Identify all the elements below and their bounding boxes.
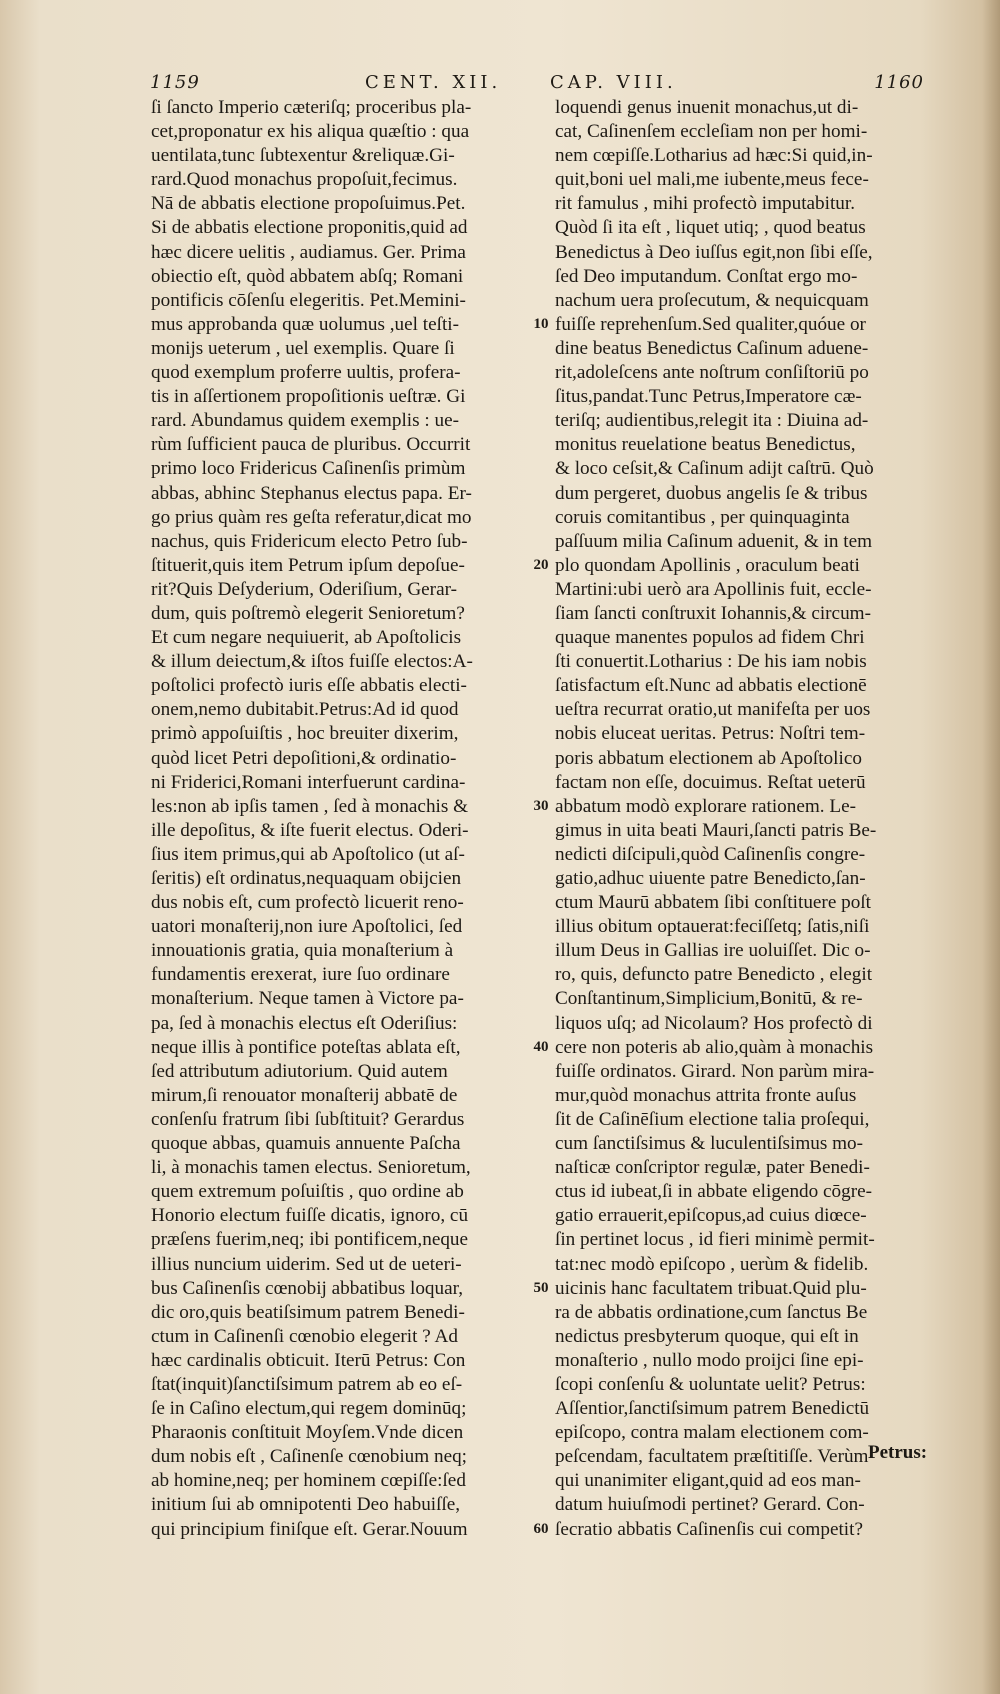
text-line: ſed attributum adiutorium. Quid autem [151,1060,448,1082]
text-line: rùm ſufficient pauca de pluribus. Occurrit [151,434,471,456]
text-line: tat:nec modò epiſcopo , uerùm & fidelib. [555,1253,869,1275]
text-line: rit famulus , mihi profectò imputabitur. [555,193,856,215]
text-line: cere non poteris ab alio,quàm à monachis [555,1036,874,1058]
text-line: epiſcopo, contra malam electionem com- [555,1422,869,1444]
text-line: ſeritis) eſt ordinatus,nequaquam obijcien [151,868,462,889]
text-line: nedictus presbyterum quoque, qui eſt in [555,1325,859,1347]
text-line: dum, quis poſtremò elegerit Senioretum? [151,602,465,624]
text-line: quit,boni uel mali,me iubente,meus fece- [555,169,869,191]
text-line: neque illis à pontifice poteſtas ablata eſt, [151,1036,461,1058]
text-line: ſius item primus,qui ab Apoſtolico (ut aſ- [151,843,465,865]
text-line: ni Friderici,Romani interfuerunt cardina- [151,771,466,793]
text-line: rit,adoleſcens ante noſtrum conſiſtoriū po [555,362,869,384]
text-line: bus Caſinenſis cœnobij abbatibus loquar, [151,1277,464,1299]
text-line: ſtat(inquit)ſanctiſsimum patrem ab eo eſ- [151,1373,463,1395]
text-line: naſticæ conſcriptor regulæ, pater Benedi- [555,1157,870,1179]
text-line: illius nuncium uiderim. Sed ut de ueteri- [151,1253,462,1275]
text-line: gatio errauerit,epiſcopus,ad cuius diœce- [555,1205,867,1227]
page-number-right: 1160 [874,72,924,93]
text-line: li, à monachis tamen electus. Senioretum, [151,1157,471,1179]
text-line: ro, quis, defuncto patre Benedicto , elegit [555,964,873,986]
text-line: les:non ab ipſis tamen , ſed à monachis & [151,795,469,817]
text-line: ra de abbatis ordinatione,cum ſanctus Be [555,1301,868,1323]
line-number: 20 [533,556,549,573]
text-line: ſed Deo imputandum. Conſtat ergo mo- [555,265,858,287]
text-line: liquos uſq; ad Nicolaum? Hos profectò di [555,1012,873,1034]
line-number: 60 [533,1520,549,1537]
text-line: paſſuum milia Caſinum aduenit, & in tem [555,530,873,552]
text-line: ſti conuertit.Lotharius : De his iam nobis [555,651,867,673]
text-line: Conſtantinum,Simplicium,Bonitū, & re- [555,988,863,1010]
text-line: nedicti diſcipuli,quòd Caſinenſis congre- [555,843,866,865]
text-line: dine beatus Benedictus Caſinum aduene- [555,337,869,359]
text-line: hæc dicere uelitis , audiamus. Ger. Prima [151,241,466,263]
text-line: mirum,ſi renouator monaſterij abbatē de [151,1084,458,1106]
text-line: Aſſentior,ſanctiſsimum patrem Benedictū [555,1398,870,1420]
text-line: qui principium finiſque eſt. Gerar.Nouum [151,1518,468,1540]
text-line: loquendi genus inuenit monachus,ut di- [555,97,859,118]
text-line: rard.Quod monachus propoſuit,fecimus. [151,169,458,191]
text-line: & illum deiectum,& iſtos fuiſſe electos:A- [151,651,473,673]
text-line: mur,quòd monachus attrita fronte auſus [555,1084,857,1106]
text-line: hæc cardinalis obticuit. Iterū Petrus: Con [151,1349,466,1371]
text-line: ſiam ſancti conſtruxit Iohannis,& circum- [555,602,871,624]
text-line: datum huiuſmodi pertinet? Gerard. Con- [555,1494,865,1516]
text-line: go prius quàm res geſta referatur,dicat mo [151,506,472,528]
text-line: monaſterio , nullo modo proijci ſine epi- [555,1349,864,1371]
text-line: illum Deus in Gallias ire uoluiſſet. Dic o- [555,940,871,962]
text-line: ſtituerit,quis item Petrum ipſum depoſue- [151,554,465,576]
text-line: ctum Maurū abbatem ſibi conſtituere poſt [555,892,871,914]
text-line: uentilata,tunc ſubtexentur &reliquæ.Gi- [151,145,455,167]
text-line: initium ſui ab omnipotenti Deo habuiſſe, [151,1494,461,1516]
text-column-left [151,96,523,1542]
text-line: primo loco Fridericus Caſinenſis primùm [151,458,466,480]
text-line: cet,proponatur ex his aliqua quæſtio : qua [151,121,470,143]
text-line: primò appoſuiſtis , hoc breuiter dixerim, [151,723,459,745]
text-line: Quòd ſi ita eſt , liquet utiq; , quod beatus [555,217,866,239]
text-line: ſecratio abbatis Caſinenſis cui competit? [555,1518,863,1540]
text-line: monaſterium. Neque tamen à Victore pa- [151,988,464,1010]
line-number: 50 [533,1279,549,1296]
text-line: ctus id iubeat,ſi in abbate eligendo cōgre- [555,1181,873,1203]
text-line: ſi ſancto Imperio cæteriſq; proceribus pla- [151,97,472,118]
text-line: peſcendam, facultatem præſtitiſſe. Verùm [555,1446,869,1468]
line-number: 10 [533,315,549,332]
text-line: Martini:ubi uerò ara Apollinis fuit, eccle- [555,578,872,600]
text-line: ſcopi conſenſu & uoluntate uelit? Petrus: [555,1373,866,1395]
text-line: Benedictus à Deo iuſſus egit,non ſibi eſſe, [555,241,873,263]
text-line: quòd licet Petri depoſitioni,& ordinatio- [151,747,457,769]
text-line: ſe in Caſino electum,qui regem dominūq; [151,1398,467,1420]
text-line: coruis comitantibus , per quinquaginta [555,506,850,528]
text-line: onem,nemo dubitabit.Petrus:Ad id quod [151,699,459,721]
text-line: Si de abbatis electione proponitis,quid ad [151,217,468,239]
text-line: & loco ceſsit,& Caſinum adijt caſtrū. Quò [555,458,874,480]
text-line: factam non eſſe, docuimus. Reſtat ueterū [555,771,866,793]
text-line: ſitus,pandat.Tunc Petrus,Imperatore cæ- [555,386,862,408]
text-line: tis in aſſertionem propoſitionis ueſtræ. Gi [151,386,466,408]
line-number: 30 [533,797,549,814]
catchword: Petrus: [868,1442,928,1463]
text-line: uatori monaſterij,non iure Apoſtolici, ſed [151,916,463,938]
text-line: rit?Quis Deſyderium, Oderiſium, Gerar- [151,578,457,600]
text-line: cat, Caſinenſem eccleſiam non per homi- [555,121,868,143]
text-line: rard. Abundamus quidem exemplis : ue- [151,410,460,432]
text-line: abbatum modò explorare rationem. Le- [555,795,857,817]
text-line: nem cœpiſſe.Lotharius ad hæc:Si quid,in- [555,145,873,167]
text-line: cum ſanctiſsimus & luculentiſsimus mo- [555,1133,864,1155]
text-line: fundamentis erexerat, iure ſuo ordinare [151,964,450,986]
text-line: pontificis cōſenſu elegeritis. Pet.Memini- [151,289,466,311]
page-edge-shadow [982,0,1000,1694]
text-line: monitus reuelatione beatus Benedictus, [555,434,856,456]
text-line: qui unanimiter eligant,quid ad eos man- [555,1470,861,1492]
line-number: 40 [533,1038,549,1055]
text-line: fuiſſe ordinatos. Girard. Non parùm mira- [555,1060,875,1082]
text-line: teriſq; audientibus,relegit ita : Diuina ad- [555,410,869,432]
text-line: nobis eluceat ueritas. Petrus: Noſtri tem- [555,723,866,745]
text-line: nachus, quis Fridericum electo Petro ſub- [151,530,468,552]
text-line: obiectio eſt, quòd abbatem abſq; Romani [151,265,464,287]
text-line: mus approbanda quæ uolumus ,uel teſti- [151,313,460,335]
text-line: quod exemplum proferre uultis, profera- [151,362,461,384]
text-line: ctum in Caſinenſi cœnobio elegerit ? Ad [151,1325,458,1347]
text-line: Et cum negare nequiuerit, ab Apoſtolicis [151,627,462,649]
text-line: ſit de Caſinēſium electione talia proſequi, [555,1108,870,1130]
text-line: poſtolici profectò iuris eſſe abbatis electi- [151,675,467,697]
text-line: innouationis gratia, quia monaſterium à [151,940,454,962]
text-line: dus nobis eſt, cum profectò licuerit reno- [151,892,464,914]
text-line: fuiſſe reprehenſum.Sed qualiter,quóue or [555,313,866,335]
text-line: ſatisfactum eſt.Nunc ad abbatis electionē [555,675,867,697]
text-line: dum nobis eſt , Caſinenſe cœnobium neq; [151,1446,468,1468]
text-line: gimus in uita beati Mauri,ſancti patris Be- [555,819,877,841]
text-line: dic oro,quis beatiſsimum patrem Benedi- [151,1301,465,1323]
text-line: Nā de abbatis electione propoſuimus.Pet. [151,193,466,215]
text-line: Honorio electum fuiſſe dicatis, ignoro, cū [151,1205,469,1227]
text-line: ſin pertinet locus , id fieri minimè permit- [555,1229,875,1251]
page-number-left: 1159 [150,72,200,93]
text-line: poris abbatum electionem ab Apoſtolico [555,747,862,769]
text-line: conſenſu fratrum ſibi ſubſtituit? Gerardus [151,1108,465,1130]
text-line: nachum uera proſecutum, & nequicquam [555,289,869,311]
text-line: illius obitum optauerat:feciſſetq; ſatis,niſi [555,916,870,938]
text-line: quem extremum poſuiſtis , quo ordine ab [151,1181,464,1203]
text-line: Pharaonis conſtituit Moyſem.Vnde dicen [151,1422,464,1444]
text-line: pa, ſed à monachis electus eſt Oderiſius: [151,1012,458,1034]
text-line: quoque abbas, quamuis annuente Paſcha [151,1133,461,1155]
text-line: quaque manentes populos ad fidem Chri [555,627,865,649]
text-line: ueſtra recurrat oratio,ut manifeſta per uos [555,699,871,721]
text-line: dum pergeret, duobus angelis ſe & tribus [555,482,868,504]
header-chapter: CAP. VIII. [550,72,677,93]
text-line: præſens fuerim,neq; ibi pontificem,neque [151,1229,469,1251]
text-line: ab homine,neq; per hominem cœpiſſe:ſed [151,1470,466,1492]
header-century: CENT. XII. [365,72,502,93]
text-column-right [555,96,929,1542]
text-line: ille depoſitus, & iſte fuerit electus. Oderi- [151,819,469,841]
text-line: monijs ueterum , uel exemplis. Quare ſi [151,337,455,359]
text-line: plo quondam Apollinis , oraculum beati [555,554,860,576]
text-line: gatio,adhuc uiuente patre Benedicto,ſan- [555,868,866,889]
text-line: uicinis hanc facultatem tribuat.Quid plu- [555,1277,867,1299]
text-line: abbas, abhinc Stephanus electus papa. Er- [151,482,472,504]
